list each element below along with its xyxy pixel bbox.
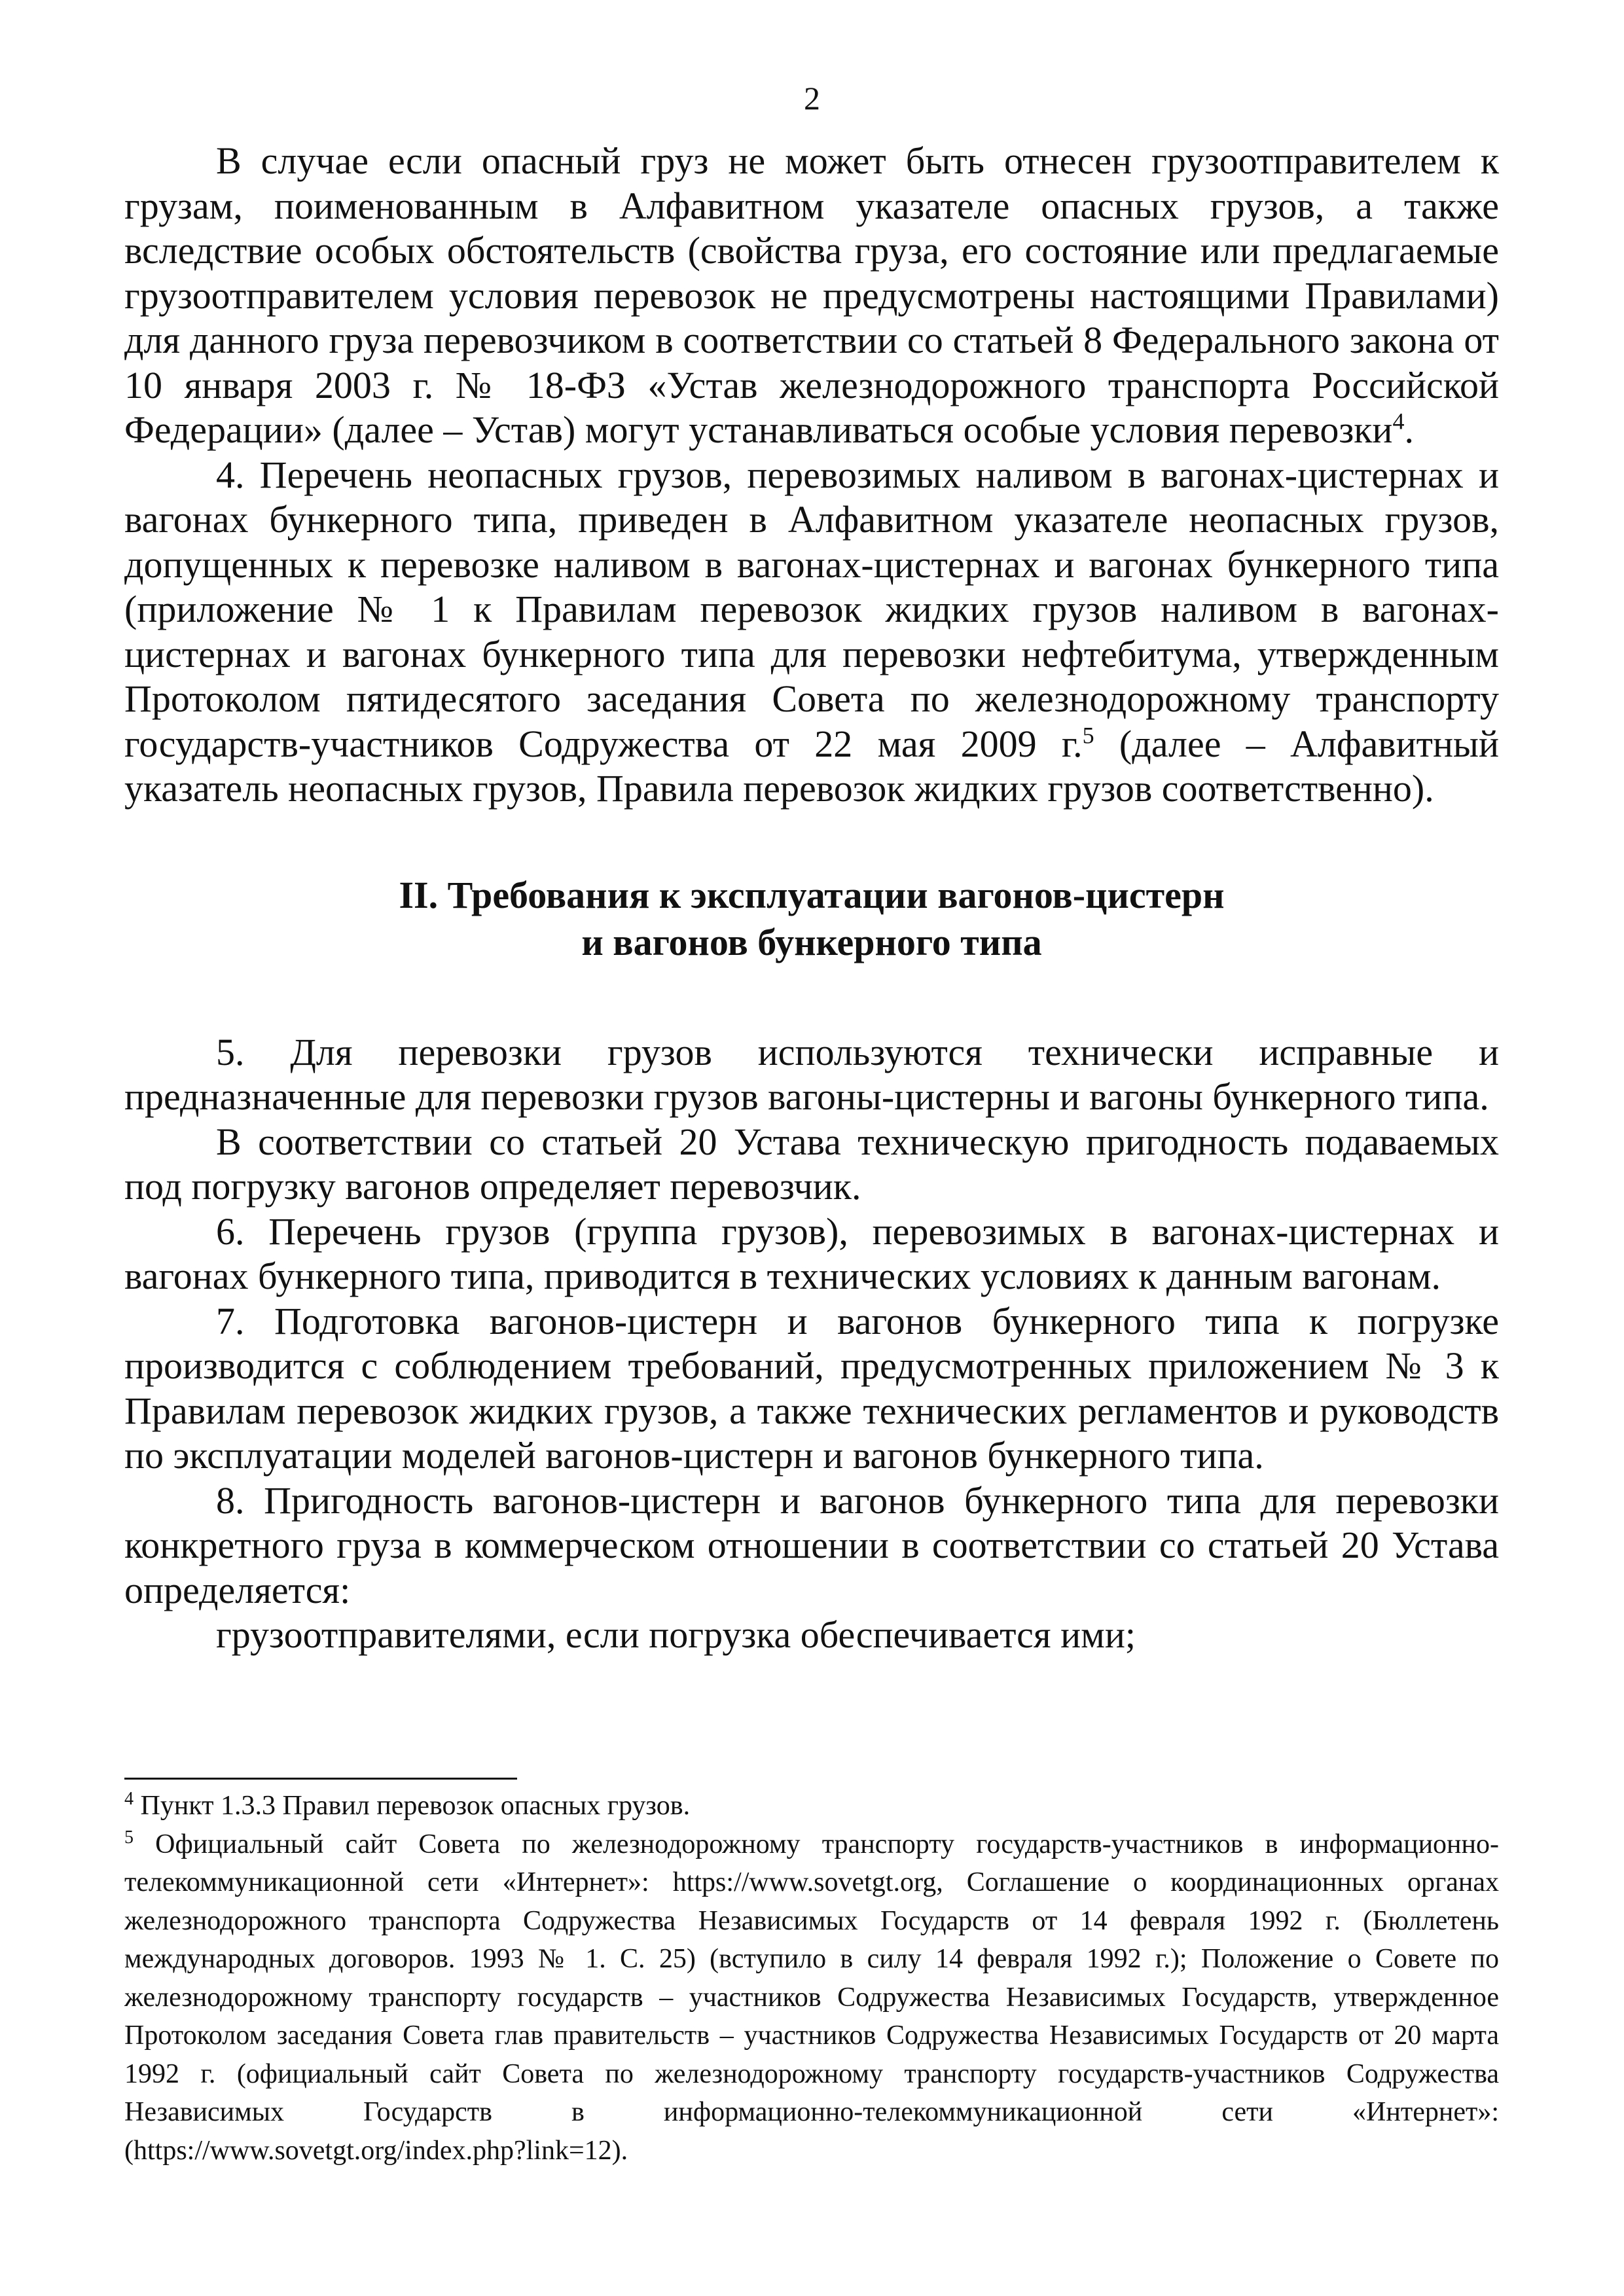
paragraph-technical-fitness: В соответствии со статьей 20 Устава техническую пригодность подаваемых под погрузку вагонов определяет перевозчик. (124, 1120, 1499, 1208)
page-number: 2 (804, 80, 820, 117)
section-heading-line-1: II. Требования к эксплуатации вагонов-цистерн (399, 873, 1225, 916)
footnote-4 (124, 1787, 1499, 1825)
footnote-5 (124, 1825, 1499, 2170)
footnote-text: Пункт 1.3.3 Правил перевозок опасных грузов. (134, 1791, 691, 1821)
footnote-mark: 5 (124, 1827, 134, 1848)
paragraph-special-conditions (124, 139, 1499, 453)
paragraph-tail: . (1404, 408, 1414, 451)
paragraph-item-7: 7. Подготовка вагонов-цистерн и вагонов бункерного типа к погрузке производится с соблюдением требований, предусмотренных приложением № 3 к Правилам перевозок жидких грузов, а также технических регламентов и руководств по эксплуатации моделей вагонов-цистерн и вагонов бункерного типа. (124, 1299, 1499, 1477)
paragraph-text: 4. Перечень неопасных грузов, перевозимых наливом в вагонах-цистернах и вагонах бункерного типа, приведен в Алфавитном указателе неопасных грузов, допущенных к перевозке наливом в вагонах-цистернах и вагонах бункерного типа (приложение № 1 к Правилам перевозок жидких грузов наливом в вагонах-цистернах и вагонах бункерного типа для перевозки нефтебитума, утвержденным Протоколом пятидесятого заседания Совета по железнодорожному транспорту государств-участников Содружества от 22 мая 2009 г. (124, 453, 1499, 765)
section-heading (124, 872, 1499, 966)
footnote-text: Официальный сайт Совета по железнодорожному транспорту государств-участников в информационно-телекоммуникационной сети «Интернет»: https://www.sovetgt.org, Соглашение о координационных органах железнодорожного транспорта Содружества Независимых Государств от 14 февраля 1992 г. (Бюллетень международных договоров. 1993 № 1. С. 25) (вступило в силу 14 февраля 1992 г.); Положение о Совете по железнодорожному транспорту государств – участников Содружества Независимых Государств, утвержденное Протоколом заседания Совета глав правительств – участников Содружества Независимых Государств от 20 марта 1992 г. (официальный сайт Совета по железнодорожному транспорту государств-участников Содружества Независимых Государств в информационно-телекоммуникационной сети «Интернет»: (https://www.sovetgt.org/index.php?link=12). (124, 1829, 1499, 2166)
paragraph-item-8: 8. Пригодность вагонов-цистерн и вагонов бункерного типа для перевозки конкретного груза в коммерческом отношении в соответствии со статьей 20 Устава определяется: (124, 1479, 1499, 1611)
paragraph-item-6: 6. Перечень грузов (группа грузов), перевозимых в вагонах-цистернах и вагонах бункерного типа, приводится в технических условиях к данным вагонам. (124, 1210, 1499, 1297)
paragraph-item-4 (124, 453, 1499, 812)
paragraph-text: В случае если опасный груз не может быть отнесен грузоотправителем к грузам, поименованным в Алфавитном указателе опасных грузов, а также вследствие особых обстоятельств (свойства груза, его состояние или предлагаемые грузоотправителем условия перевозок не предусмотрены настоящими Правилами) для данного груза перевозчиком в соответствии со статьей 8 Федерального закона от 10 января 2003 г. № 18-ФЗ «Устав железнодорожного транспорта Российской Федерации» (далее – Устав) могут устанавливаться особые условия перевозки (124, 139, 1499, 451)
footnotes (124, 1787, 1499, 2170)
section-heading-line-2: и вагонов бункерного типа (581, 920, 1042, 963)
paragraph-shippers: грузоотправителями, если погрузка обеспечивается ими; (216, 1613, 1136, 1656)
footnote-mark: 4 (124, 1789, 134, 1809)
document-body (124, 139, 1499, 1658)
footnote-ref-4: 4 (1392, 408, 1405, 435)
paragraph-tail: (далее – Алфавитный указатель неопасных грузов, Правила перевозок жидких грузов соответственно). (124, 722, 1500, 810)
footnote-separator (124, 1778, 517, 1780)
paragraph-item-5: 5. Для перевозки грузов используются технически исправные и предназначенные для перевозки грузов вагоны-цистерны и вагоны бункерного типа. (124, 1030, 1499, 1118)
footnote-ref-5: 5 (1082, 722, 1094, 749)
